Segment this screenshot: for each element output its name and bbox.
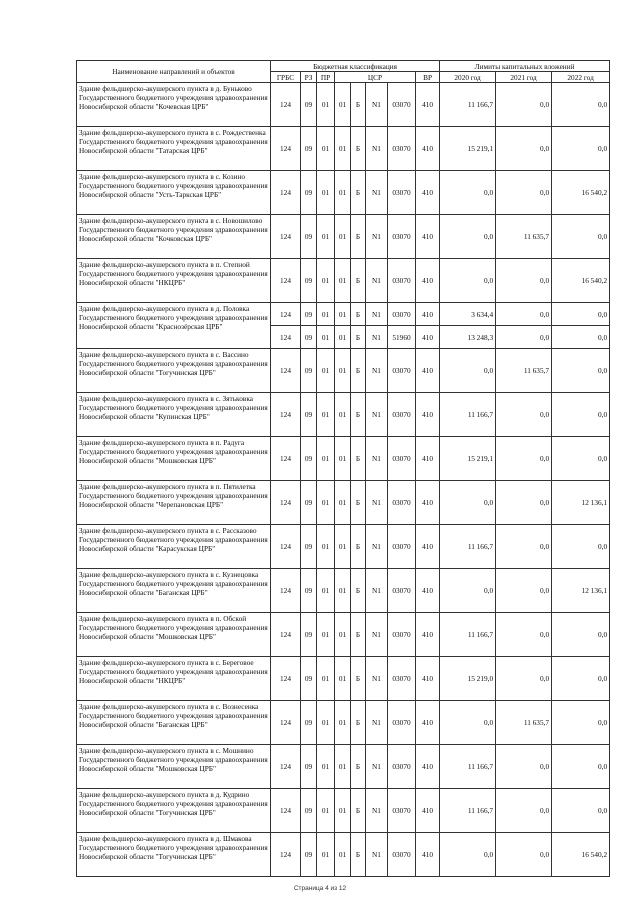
cell-csr-4: 03070 bbox=[388, 789, 416, 833]
cell-vr: 410 bbox=[416, 481, 440, 525]
cell-pr: 01 bbox=[317, 83, 335, 127]
cell-pr: 01 bbox=[317, 326, 335, 349]
cell-vr: 410 bbox=[416, 127, 440, 171]
cell-vr: 410 bbox=[416, 215, 440, 259]
cell-grbs: 124 bbox=[271, 833, 301, 877]
cell-2020: 0,0 bbox=[440, 215, 496, 259]
object-name: Здание фельдшерско-акушерского пункта в с. Рассказово Государственного бюджетного учреждения здравоохранения Новосибирской области "Карасукская ЦРБ" bbox=[77, 525, 271, 569]
cell-pr: 01 bbox=[317, 789, 335, 833]
cell-csr-1: 01 bbox=[335, 259, 351, 303]
table-row bbox=[77, 437, 610, 481]
cell-csr-1: 01 bbox=[335, 326, 351, 349]
cell-csr-1: 01 bbox=[335, 789, 351, 833]
cell-pr: 01 bbox=[317, 215, 335, 259]
table-row bbox=[77, 701, 610, 745]
cell-csr-4: 03070 bbox=[388, 437, 416, 481]
cell-2021: 0,0 bbox=[496, 326, 552, 349]
header-name: Наименование направлений и объектов bbox=[77, 61, 271, 83]
cell-2021: 11 635,7 bbox=[496, 215, 552, 259]
cell-csr-4: 03070 bbox=[388, 569, 416, 613]
cell-csr-2: Б bbox=[351, 525, 366, 569]
cell-vr: 410 bbox=[416, 259, 440, 303]
cell-2020: 0,0 bbox=[440, 171, 496, 215]
cell-grbs: 124 bbox=[271, 437, 301, 481]
header-vr: ВР bbox=[416, 72, 440, 83]
cell-csr-4: 03070 bbox=[388, 171, 416, 215]
cell-csr-2: Б bbox=[351, 171, 366, 215]
table-row bbox=[77, 303, 610, 326]
cell-grbs: 124 bbox=[271, 745, 301, 789]
cell-grbs: 124 bbox=[271, 326, 301, 349]
cell-csr-4: 03070 bbox=[388, 215, 416, 259]
cell-csr-1: 01 bbox=[335, 701, 351, 745]
cell-rz: 09 bbox=[301, 259, 317, 303]
table-row bbox=[77, 569, 610, 613]
cell-csr-3: N1 bbox=[366, 789, 388, 833]
cell-csr-2: Б bbox=[351, 83, 366, 127]
cell-csr-4: 03070 bbox=[388, 349, 416, 393]
cell-csr-3: N1 bbox=[366, 525, 388, 569]
cell-pr: 01 bbox=[317, 745, 335, 789]
header-2020: 2020 год bbox=[440, 72, 496, 83]
cell-csr-2: Б bbox=[351, 745, 366, 789]
cell-rz: 09 bbox=[301, 657, 317, 701]
object-name: Здание фельдшерско-акушерского пункта в с. Мошнино Государственного бюджетного учреждения здравоохранения Новосибирской области "Мошковская ЦРБ" bbox=[77, 745, 271, 789]
cell-csr-3: N1 bbox=[366, 437, 388, 481]
table-row bbox=[77, 171, 610, 215]
cell-csr-2: Б bbox=[351, 789, 366, 833]
cell-csr-2: Б bbox=[351, 259, 366, 303]
header-2021: 2021 год bbox=[496, 72, 552, 83]
cell-2020: 11 166,7 bbox=[440, 83, 496, 127]
cell-rz: 09 bbox=[301, 83, 317, 127]
cell-grbs: 124 bbox=[271, 569, 301, 613]
table-body bbox=[77, 83, 610, 877]
cell-2020: 0,0 bbox=[440, 833, 496, 877]
cell-grbs: 124 bbox=[271, 393, 301, 437]
cell-rz: 09 bbox=[301, 481, 317, 525]
table-row bbox=[77, 613, 610, 657]
cell-pr: 01 bbox=[317, 437, 335, 481]
cell-rz: 09 bbox=[301, 303, 317, 326]
cell-grbs: 124 bbox=[271, 481, 301, 525]
cell-2022: 0,0 bbox=[552, 303, 610, 326]
cell-2022: 0,0 bbox=[552, 657, 610, 701]
page-number: Страница 4 из 12 bbox=[293, 885, 347, 892]
cell-rz: 09 bbox=[301, 745, 317, 789]
cell-2022: 0,0 bbox=[552, 127, 610, 171]
cell-csr-4: 03070 bbox=[388, 259, 416, 303]
cell-2021: 0,0 bbox=[496, 127, 552, 171]
object-name: Здание фельдшерско-акушерского пункта в с. Вознесенка Государственного бюджетного учреждения здравоохранения Новосибирской области "Баганская ЦРБ" bbox=[77, 701, 271, 745]
cell-csr-2: Б bbox=[351, 569, 366, 613]
cell-csr-3: N1 bbox=[366, 349, 388, 393]
cell-csr-2: Б bbox=[351, 481, 366, 525]
cell-csr-2: Б bbox=[351, 657, 366, 701]
table-row bbox=[77, 349, 610, 393]
cell-2021: 0,0 bbox=[496, 569, 552, 613]
cell-grbs: 124 bbox=[271, 525, 301, 569]
cell-grbs: 124 bbox=[271, 349, 301, 393]
cell-csr-2: Б bbox=[351, 303, 366, 326]
cell-csr-2: Б bbox=[351, 437, 366, 481]
cell-2021: 11 635,7 bbox=[496, 349, 552, 393]
cell-2022: 12 136,1 bbox=[552, 569, 610, 613]
cell-csr-4: 03070 bbox=[388, 701, 416, 745]
cell-2022: 0,0 bbox=[552, 613, 610, 657]
cell-csr-1: 01 bbox=[335, 525, 351, 569]
cell-2022: 0,0 bbox=[552, 215, 610, 259]
cell-rz: 09 bbox=[301, 569, 317, 613]
cell-2021: 0,0 bbox=[496, 437, 552, 481]
cell-vr: 410 bbox=[416, 833, 440, 877]
table-row bbox=[77, 83, 610, 127]
cell-grbs: 124 bbox=[271, 657, 301, 701]
header-capital-limits: Лимиты капитальных вложений bbox=[440, 61, 610, 72]
table-row bbox=[77, 127, 610, 171]
object-name: Здание фельдшерско-акушерского пункта в п. Пятилетка Государственного бюджетного учреждения здравоохранения Новосибирской области "Черепановская ЦРБ" bbox=[77, 481, 271, 525]
cell-csr-1: 01 bbox=[335, 349, 351, 393]
cell-csr-4: 03070 bbox=[388, 83, 416, 127]
cell-csr-1: 01 bbox=[335, 657, 351, 701]
cell-2021: 0,0 bbox=[496, 525, 552, 569]
object-name: Здание фельдшерско-акушерского пункта в п. Радуга Государственного бюджетного учреждения здравоохранения Новосибирской области "Мошковская ЦРБ" bbox=[77, 437, 271, 481]
header-grbs: ГРБС bbox=[271, 72, 301, 83]
cell-csr-2: Б bbox=[351, 215, 366, 259]
cell-rz: 09 bbox=[301, 789, 317, 833]
cell-csr-3: N1 bbox=[366, 613, 388, 657]
cell-pr: 01 bbox=[317, 701, 335, 745]
cell-vr: 410 bbox=[416, 393, 440, 437]
cell-csr-1: 01 bbox=[335, 569, 351, 613]
cell-rz: 09 bbox=[301, 833, 317, 877]
cell-rz: 09 bbox=[301, 171, 317, 215]
header-budget-classification: Бюджетная классификация bbox=[271, 61, 440, 72]
cell-rz: 09 bbox=[301, 215, 317, 259]
cell-pr: 01 bbox=[317, 259, 335, 303]
cell-2020: 15 219,0 bbox=[440, 657, 496, 701]
cell-csr-2: Б bbox=[351, 349, 366, 393]
object-name: Здание фельдшерско-акушерского пункта в с. Зятьковка Государственного бюджетного учреждения здравоохранения Новосибирской области "Купинская ЦРБ" bbox=[77, 393, 271, 437]
cell-2020: 11 166,7 bbox=[440, 393, 496, 437]
cell-csr-3: N1 bbox=[366, 701, 388, 745]
cell-csr-1: 01 bbox=[335, 393, 351, 437]
cell-csr-3: N1 bbox=[366, 481, 388, 525]
cell-rz: 09 bbox=[301, 127, 317, 171]
cell-csr-1: 01 bbox=[335, 613, 351, 657]
cell-grbs: 124 bbox=[271, 215, 301, 259]
cell-2020: 0,0 bbox=[440, 701, 496, 745]
table-row bbox=[77, 481, 610, 525]
cell-vr: 410 bbox=[416, 326, 440, 349]
cell-vr: 410 bbox=[416, 437, 440, 481]
table-row bbox=[77, 789, 610, 833]
cell-csr-3: N1 bbox=[366, 745, 388, 789]
cell-csr-1: 01 bbox=[335, 171, 351, 215]
cell-2021: 0,0 bbox=[496, 393, 552, 437]
object-name: Здание фельдшерско-акушерского пункта в п. Обской Государственного бюджетного учреждения здравоохранения Новосибирской области "Мошковская ЦРБ" bbox=[77, 613, 271, 657]
cell-csr-4: 03070 bbox=[388, 525, 416, 569]
cell-csr-3: N1 bbox=[366, 657, 388, 701]
cell-2020: 11 166,7 bbox=[440, 613, 496, 657]
cell-csr-4: 03070 bbox=[388, 127, 416, 171]
cell-vr: 410 bbox=[416, 171, 440, 215]
cell-rz: 09 bbox=[301, 326, 317, 349]
cell-pr: 01 bbox=[317, 525, 335, 569]
object-name: Здание фельдшерско-акушерского пункта в д. Кудрино Государственного бюджетного учреждения здравоохранения Новосибирской области "Тогучинская ЦРБ" bbox=[77, 789, 271, 833]
cell-2022: 12 136,1 bbox=[552, 481, 610, 525]
cell-2021: 0,0 bbox=[496, 481, 552, 525]
cell-vr: 410 bbox=[416, 657, 440, 701]
cell-2022: 0,0 bbox=[552, 326, 610, 349]
object-name: Здание фельдшерско-акушерского пункта в с. Рождественка Государственного бюджетного учреждения здравоохранения Новосибирской области "Татарская ЦРБ" bbox=[77, 127, 271, 171]
cell-csr-2: Б bbox=[351, 613, 366, 657]
cell-csr-1: 01 bbox=[335, 833, 351, 877]
cell-grbs: 124 bbox=[271, 171, 301, 215]
cell-grbs: 124 bbox=[271, 259, 301, 303]
object-name: Здание фельдшерско-акушерского пункта в с. Береговое Государственного бюджетного учреждения здравоохранения Новосибирской области "НКЦРБ" bbox=[77, 657, 271, 701]
cell-vr: 410 bbox=[416, 303, 440, 326]
table-row bbox=[77, 525, 610, 569]
cell-vr: 410 bbox=[416, 349, 440, 393]
cell-pr: 01 bbox=[317, 171, 335, 215]
cell-csr-3: N1 bbox=[366, 127, 388, 171]
cell-2020: 15 219,1 bbox=[440, 127, 496, 171]
object-name: Здание фельдшерско-акушерского пункта в д. Шмакова Государственного бюджетного учреждения здравоохранения Новосибирской области "Тогучинская ЦРБ" bbox=[77, 833, 271, 877]
header-rz: РЗ bbox=[301, 72, 317, 83]
cell-2021: 0,0 bbox=[496, 789, 552, 833]
object-name: Здание фельдшерско-акушерского пункта в с. Козино Государственного бюджетного учреждения здравоохранения Новосибирской области "Усть-Таркская ЦРБ" bbox=[77, 171, 271, 215]
table-row bbox=[77, 745, 610, 789]
cell-pr: 01 bbox=[317, 127, 335, 171]
cell-csr-3: N1 bbox=[366, 259, 388, 303]
cell-csr-3: N1 bbox=[366, 171, 388, 215]
cell-2021: 11 635,7 bbox=[496, 701, 552, 745]
cell-2020: 0,0 bbox=[440, 569, 496, 613]
object-name: Здание фельдшерско-акушерского пункта в д. Буньково Государственного бюджетного учреждения здравоохранения Новосибирской области "Кочевская ЦРБ" bbox=[77, 83, 271, 127]
cell-csr-3: N1 bbox=[366, 393, 388, 437]
cell-csr-4: 51960 bbox=[388, 326, 416, 349]
cell-grbs: 124 bbox=[271, 701, 301, 745]
cell-rz: 09 bbox=[301, 613, 317, 657]
cell-vr: 410 bbox=[416, 789, 440, 833]
cell-2020: 13 248,3 bbox=[440, 326, 496, 349]
cell-pr: 01 bbox=[317, 349, 335, 393]
cell-grbs: 124 bbox=[271, 303, 301, 326]
cell-csr-2: Б bbox=[351, 127, 366, 171]
cell-grbs: 124 bbox=[271, 789, 301, 833]
object-name: Здание фельдшерско-акушерского пункта в с. Вассино Государственного бюджетного учреждения здравоохранения Новосибирской области "Тогучинская ЦРБ" bbox=[77, 349, 271, 393]
cell-2022: 0,0 bbox=[552, 789, 610, 833]
cell-2022: 0,0 bbox=[552, 393, 610, 437]
table-row bbox=[77, 657, 610, 701]
cell-csr-4: 03070 bbox=[388, 613, 416, 657]
header-pr: ПР bbox=[317, 72, 335, 83]
cell-csr-3: N1 bbox=[366, 326, 388, 349]
cell-grbs: 124 bbox=[271, 83, 301, 127]
cell-csr-3: N1 bbox=[366, 215, 388, 259]
cell-2022: 0,0 bbox=[552, 701, 610, 745]
cell-csr-2: Б bbox=[351, 326, 366, 349]
cell-2021: 0,0 bbox=[496, 745, 552, 789]
table-row bbox=[77, 393, 610, 437]
cell-2022: 0,0 bbox=[552, 83, 610, 127]
cell-pr: 01 bbox=[317, 569, 335, 613]
cell-2020: 11 166,7 bbox=[440, 789, 496, 833]
cell-csr-1: 01 bbox=[335, 437, 351, 481]
cell-csr-4: 03070 bbox=[388, 745, 416, 789]
cell-2022: 16 540,2 bbox=[552, 259, 610, 303]
cell-csr-1: 01 bbox=[335, 215, 351, 259]
cell-pr: 01 bbox=[317, 613, 335, 657]
cell-pr: 01 bbox=[317, 833, 335, 877]
cell-vr: 410 bbox=[416, 745, 440, 789]
cell-csr-4: 03070 bbox=[388, 393, 416, 437]
cell-2022: 0,0 bbox=[552, 745, 610, 789]
cell-csr-2: Б bbox=[351, 393, 366, 437]
cell-vr: 410 bbox=[416, 83, 440, 127]
cell-csr-3: N1 bbox=[366, 303, 388, 326]
table-row bbox=[77, 215, 610, 259]
cell-csr-1: 01 bbox=[335, 127, 351, 171]
table-row bbox=[77, 259, 610, 303]
cell-vr: 410 bbox=[416, 701, 440, 745]
cell-grbs: 124 bbox=[271, 127, 301, 171]
object-name: Здание фельдшерско-акушерского пункта в с. Новошилово Государственного бюджетного учреждения здравоохранения Новосибирской области "Кочковская ЦРБ" bbox=[77, 215, 271, 259]
cell-2021: 0,0 bbox=[496, 83, 552, 127]
cell-csr-4: 03070 bbox=[388, 303, 416, 326]
cell-2020: 11 166,7 bbox=[440, 745, 496, 789]
cell-vr: 410 bbox=[416, 613, 440, 657]
cell-csr-1: 01 bbox=[335, 83, 351, 127]
cell-csr-4: 03070 bbox=[388, 481, 416, 525]
cell-pr: 01 bbox=[317, 303, 335, 326]
cell-csr-4: 03070 bbox=[388, 657, 416, 701]
cell-2022: 0,0 bbox=[552, 349, 610, 393]
cell-2021: 0,0 bbox=[496, 303, 552, 326]
cell-2020: 3 634,4 bbox=[440, 303, 496, 326]
cell-pr: 01 bbox=[317, 657, 335, 701]
cell-2021: 0,0 bbox=[496, 657, 552, 701]
header-2022: 2022 год bbox=[552, 72, 610, 83]
cell-vr: 410 bbox=[416, 525, 440, 569]
cell-2021: 0,0 bbox=[496, 613, 552, 657]
cell-rz: 09 bbox=[301, 525, 317, 569]
cell-2021: 0,0 bbox=[496, 833, 552, 877]
cell-2020: 0,0 bbox=[440, 349, 496, 393]
cell-2020: 0,0 bbox=[440, 481, 496, 525]
cell-2022: 0,0 bbox=[552, 437, 610, 481]
table-row bbox=[77, 833, 610, 877]
cell-2020: 0,0 bbox=[440, 259, 496, 303]
cell-2022: 16 540,2 bbox=[552, 833, 610, 877]
cell-2021: 0,0 bbox=[496, 259, 552, 303]
cell-pr: 01 bbox=[317, 481, 335, 525]
cell-csr-1: 01 bbox=[335, 745, 351, 789]
cell-pr: 01 bbox=[317, 393, 335, 437]
object-name: Здание фельдшерско-акушерского пункта в с. Кузнецовка Государственного бюджетного учреждения здравоохранения Новосибирской области "Баганская ЦРБ" bbox=[77, 569, 271, 613]
cell-csr-4: 03070 bbox=[388, 833, 416, 877]
cell-rz: 09 bbox=[301, 701, 317, 745]
cell-2021: 0,0 bbox=[496, 171, 552, 215]
cell-csr-2: Б bbox=[351, 833, 366, 877]
cell-csr-3: N1 bbox=[366, 569, 388, 613]
cell-rz: 09 bbox=[301, 393, 317, 437]
cell-2020: 11 166,7 bbox=[440, 525, 496, 569]
cell-2022: 0,0 bbox=[552, 525, 610, 569]
cell-vr: 410 bbox=[416, 569, 440, 613]
object-name: Здание фельдшерско-акушерского пункта в д. Половка Государственного бюджетного учреждения здравоохранения Новосибирской области "Краснозёрская ЦРБ" bbox=[77, 303, 271, 349]
object-name: Здание фельдшерско-акушерского пункта в п. Степной Государственного бюджетного учреждения здравоохранения Новосибирской области "НКЦРБ" bbox=[77, 259, 271, 303]
cell-csr-1: 01 bbox=[335, 303, 351, 326]
capital-investments-table bbox=[76, 60, 610, 877]
cell-csr-3: N1 bbox=[366, 83, 388, 127]
cell-rz: 09 bbox=[301, 349, 317, 393]
cell-grbs: 124 bbox=[271, 613, 301, 657]
cell-csr-2: Б bbox=[351, 701, 366, 745]
cell-2020: 15 219,1 bbox=[440, 437, 496, 481]
header-csr: ЦСР bbox=[335, 72, 416, 83]
cell-2022: 16 540,2 bbox=[552, 171, 610, 215]
cell-csr-3: N1 bbox=[366, 833, 388, 877]
cell-csr-1: 01 bbox=[335, 481, 351, 525]
cell-rz: 09 bbox=[301, 437, 317, 481]
